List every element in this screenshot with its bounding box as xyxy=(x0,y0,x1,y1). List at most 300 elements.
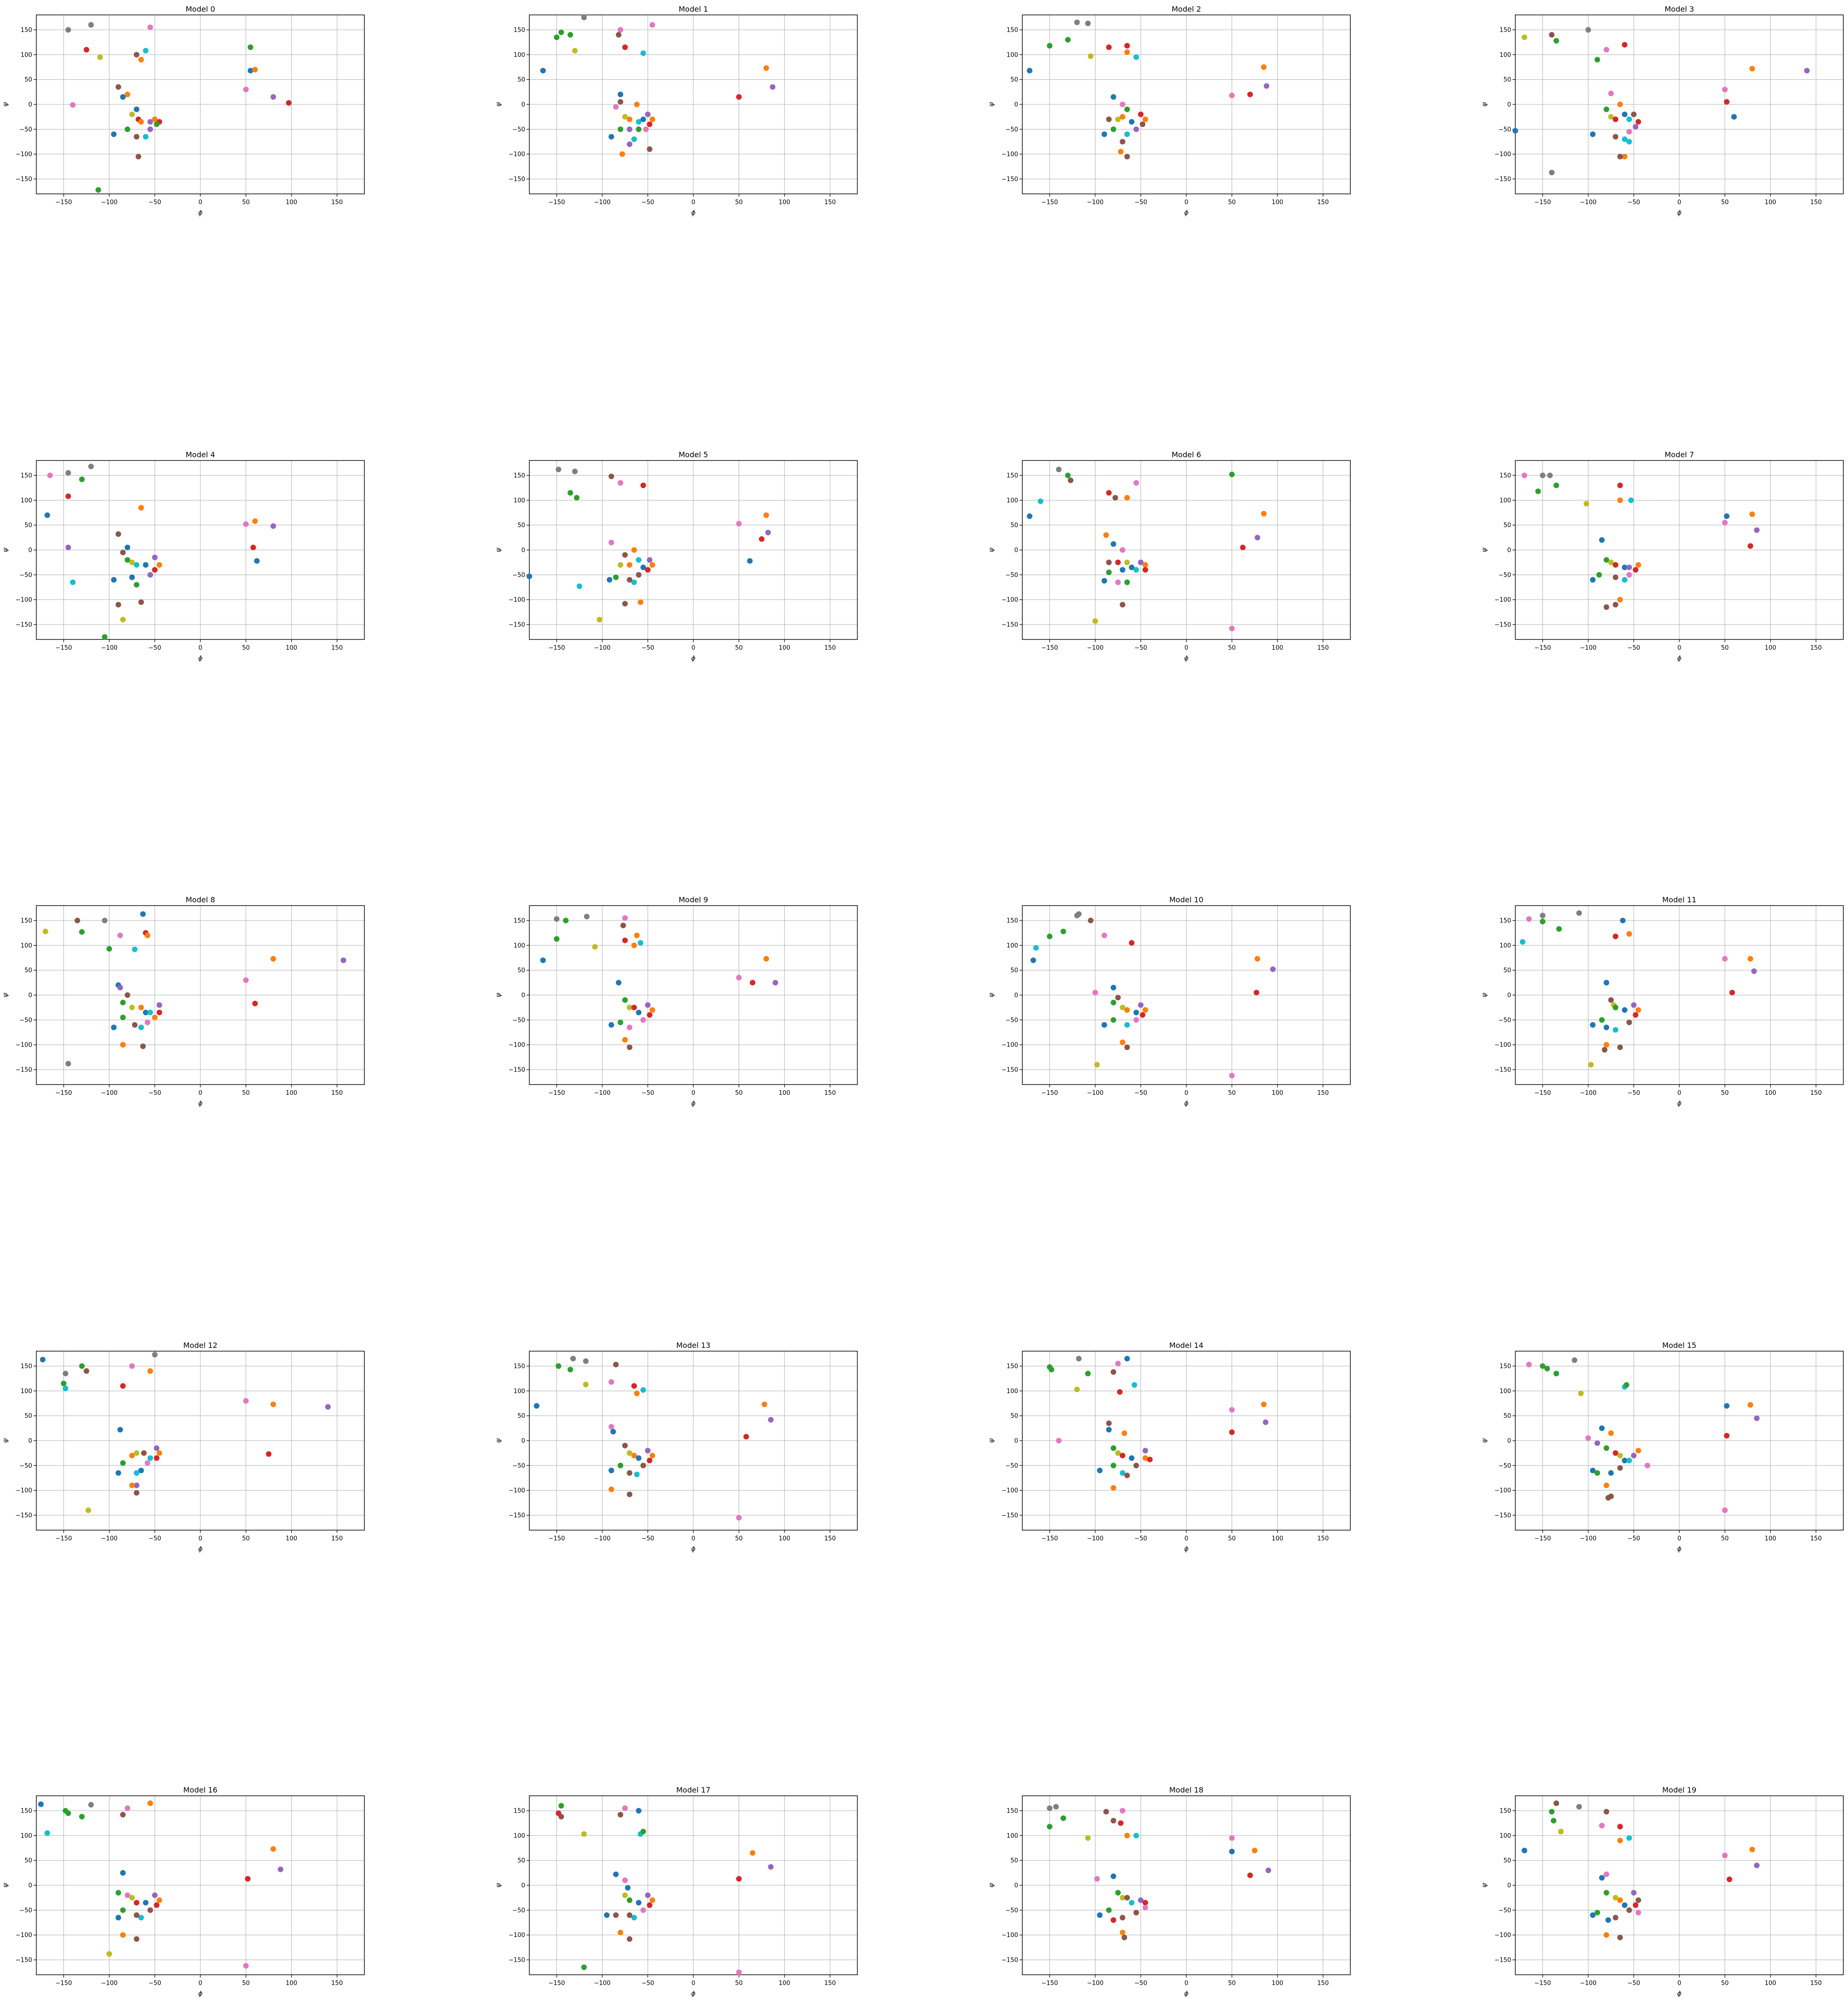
chart-7-point xyxy=(1749,511,1755,517)
chart-1-ytick-label: 0 xyxy=(521,101,525,109)
chart-1-point xyxy=(554,34,560,40)
chart-18-point xyxy=(1053,1804,1059,1809)
chart-2-point xyxy=(1118,149,1123,154)
chart-14-point xyxy=(1143,1448,1148,1453)
chart-11-ytick-label: 150 xyxy=(1499,917,1511,925)
chart-5-point xyxy=(640,482,646,488)
chart-14-ytick-label: −50 xyxy=(1005,1462,1018,1470)
chart-13-ylabel: ψ xyxy=(495,1438,502,1443)
chart-4-ytick-label: 100 xyxy=(21,497,32,504)
chart-0-point xyxy=(143,48,149,54)
chart-12-ytick-label: −50 xyxy=(19,1462,32,1470)
chart-6-point xyxy=(1102,578,1107,584)
chart-19-xtick-label: 150 xyxy=(1810,1980,1822,1987)
chart-17-point xyxy=(604,1912,609,1918)
chart-3-point xyxy=(1595,57,1600,62)
chart-15-ytick-label: 150 xyxy=(1499,1363,1511,1370)
chart-18-point xyxy=(1047,1806,1053,1811)
chart-17-point xyxy=(613,1912,619,1918)
chart-5-xtick-label: 50 xyxy=(735,645,743,652)
chart-14-point xyxy=(1076,1356,1081,1361)
chart-12-point xyxy=(117,1427,123,1433)
chart-8-point xyxy=(102,918,108,923)
chart-6-xtick-label: 0 xyxy=(1184,645,1189,652)
chart-1-point xyxy=(618,27,623,33)
chart-8-point xyxy=(270,956,276,962)
chart-4-point xyxy=(79,477,85,482)
chart-16-point xyxy=(134,1936,139,1942)
chart-19-xtick-label: 50 xyxy=(1721,1980,1729,1987)
chart-16-point xyxy=(245,1876,251,1882)
chart-16-point xyxy=(88,1802,94,1807)
chart-16-xtick-label: 100 xyxy=(286,1980,297,1987)
chart-0-title: Model 0 xyxy=(185,5,215,14)
chart-9-xtick-label: 0 xyxy=(691,1090,696,1097)
chart-2-point xyxy=(1085,21,1091,26)
chart-9-point xyxy=(622,997,628,1003)
chart-5-point xyxy=(568,490,573,495)
chart-6-point xyxy=(1240,545,1246,550)
chart-3-xtick-label: 150 xyxy=(1810,199,1822,206)
chart-14-point xyxy=(1229,1429,1235,1435)
chart-17-point xyxy=(640,1829,646,1834)
chart-5-xtick-label: −150 xyxy=(548,645,565,652)
chart-1-xtick-label: 50 xyxy=(735,199,743,206)
chart-1-point xyxy=(650,117,655,122)
chart-16-ylabel: ψ xyxy=(2,1883,9,1888)
chart-5-point xyxy=(574,495,580,501)
chart-19-point xyxy=(1595,1910,1600,1916)
chart-16-point xyxy=(79,1814,85,1820)
chart-19-xlabel: ϕ xyxy=(1677,1990,1682,1998)
chart-18-point xyxy=(1111,1917,1116,1923)
chart-10-point xyxy=(1111,1000,1116,1005)
chart-15-point xyxy=(1599,1425,1605,1431)
chart-0-xtick-label: 0 xyxy=(198,199,203,206)
chart-9-point xyxy=(631,942,637,948)
chart-2-point xyxy=(1088,54,1094,59)
chart-4-xlabel: ϕ xyxy=(198,655,203,662)
chart-6-point xyxy=(1092,618,1098,624)
chart-13-point xyxy=(622,1443,628,1449)
chart-13-point xyxy=(736,1515,742,1520)
chart-13-point xyxy=(610,1429,616,1435)
chart-14-ylabel: ψ xyxy=(988,1438,995,1443)
chart-8-point xyxy=(152,1015,157,1020)
chart-13-point xyxy=(768,1417,773,1422)
chart-1-point xyxy=(736,94,742,100)
chart-9-ytick-label: 100 xyxy=(513,942,525,949)
chart-17-xtick-label: 150 xyxy=(824,1980,836,1987)
chart-13-point xyxy=(634,1472,640,1477)
chart-7-point xyxy=(1535,488,1541,494)
chart-10-point xyxy=(1129,940,1135,946)
chart-2-title: Model 2 xyxy=(1171,5,1201,14)
chart-6-point xyxy=(1068,478,1074,483)
chart-15-ytick-label: 100 xyxy=(1499,1388,1511,1395)
chart-19-ytick-label: 0 xyxy=(1507,1882,1511,1889)
chart-3-point xyxy=(1631,111,1636,117)
chart-0-xtick-label: 50 xyxy=(242,199,250,206)
chart-5-point xyxy=(747,558,753,563)
chart-15-point xyxy=(1590,1468,1595,1473)
chart-18-point xyxy=(1111,1818,1116,1823)
chart-14-xtick-label: −150 xyxy=(1041,1535,1058,1542)
chart-7-point xyxy=(1636,562,1641,568)
chart-11-xtick-label: 150 xyxy=(1810,1090,1822,1097)
chart-4-point xyxy=(143,562,149,568)
chart-12-xtick-label: 150 xyxy=(331,1535,343,1542)
chart-7-point xyxy=(1626,564,1632,570)
chart-13-point xyxy=(583,1358,589,1364)
chart-11-title: Model 11 xyxy=(1662,895,1697,904)
chart-17-point xyxy=(613,1872,619,1877)
chart-13-xtick-label: −150 xyxy=(548,1535,565,1542)
chart-11-point xyxy=(1617,1044,1623,1050)
chart-11-point xyxy=(1620,918,1626,923)
chart-7-ylabel: ψ xyxy=(1481,548,1488,552)
chart-6-point xyxy=(1133,480,1139,486)
chart-0-point xyxy=(134,107,139,112)
chart-3-point xyxy=(1626,129,1632,135)
chart-15-xtick-label: −100 xyxy=(1580,1535,1597,1542)
chart-1-point xyxy=(622,44,628,50)
chart-0-ytick-label: 100 xyxy=(21,51,32,59)
chart-8-point xyxy=(129,1005,135,1010)
chart-11-xlabel: ϕ xyxy=(1677,1100,1682,1107)
chart-17-point xyxy=(558,1803,564,1808)
chart-17-ytick-label: 50 xyxy=(517,1857,525,1865)
chart-18-xtick-label: 0 xyxy=(1184,1980,1189,1987)
chart-15-point xyxy=(1608,1470,1614,1476)
chart-1-point xyxy=(613,104,619,110)
chart-7-ytick-label: 0 xyxy=(1507,547,1511,554)
chart-12-ytick-label: 150 xyxy=(21,1363,32,1370)
chart-6-point xyxy=(1124,560,1130,565)
chart-19-point xyxy=(1604,1932,1609,1938)
chart-4-point xyxy=(254,558,260,563)
chart-10-point xyxy=(1133,1010,1139,1015)
chart-6-ytick-label: 100 xyxy=(1006,497,1018,504)
chart-19-point xyxy=(1617,1935,1623,1940)
chart-8-point xyxy=(117,985,123,990)
chart-0-point xyxy=(248,44,253,50)
chart-12-point xyxy=(120,1460,126,1466)
chart-6-point xyxy=(1103,532,1109,538)
chart-4-point xyxy=(65,494,71,499)
chart-11-xtick-label: 0 xyxy=(1677,1090,1682,1097)
chart-18-point xyxy=(1252,1848,1258,1853)
chart-15-point xyxy=(1722,1507,1728,1513)
chart-6-point xyxy=(1056,467,1061,472)
chart-8-point xyxy=(140,1044,146,1049)
chart-2-point xyxy=(1120,139,1125,144)
chart-18-point xyxy=(1133,1833,1139,1838)
chart-18-xtick-label: −100 xyxy=(1087,1980,1104,1987)
chart-17-point xyxy=(618,1812,623,1818)
chart-0-ytick-label: 150 xyxy=(21,27,32,34)
chart-11-point xyxy=(1626,931,1632,937)
chart-2-xtick-label: −150 xyxy=(1041,199,1058,206)
chart-8-xtick-label: 50 xyxy=(242,1090,250,1097)
chart-19-point xyxy=(1549,1809,1554,1814)
chart-1-point xyxy=(770,84,775,90)
chart-10-point xyxy=(1124,1022,1130,1028)
chart-17-point xyxy=(622,1877,628,1883)
chart-16-point xyxy=(116,1915,121,1920)
chart-7-ytick-label: −50 xyxy=(1498,571,1511,579)
chart-6-point xyxy=(1106,490,1112,495)
chart-10-xtick-label: −150 xyxy=(1041,1090,1058,1097)
chart-7-point xyxy=(1724,513,1730,519)
chart-17-point xyxy=(650,1897,655,1903)
chart-9-point xyxy=(634,933,640,938)
chart-11-point xyxy=(1588,1062,1594,1067)
chart-16-point xyxy=(129,1895,135,1901)
chart-1-xtick-label: −100 xyxy=(594,199,611,206)
chart-7-point xyxy=(1554,482,1559,488)
chart-8-point xyxy=(252,1001,258,1006)
chart-2-point xyxy=(1143,117,1148,122)
chart-11-ytick-label: 100 xyxy=(1499,942,1511,949)
chart-13-xtick-label: −50 xyxy=(641,1535,654,1542)
chart-19-point xyxy=(1576,1804,1582,1809)
chart-16-point xyxy=(134,1900,139,1905)
chart-8-point xyxy=(79,929,85,935)
chart-3-xtick-label: −150 xyxy=(1534,199,1551,206)
chart-1-point xyxy=(627,117,632,122)
chart-17-point xyxy=(618,1930,623,1935)
chart-7-point xyxy=(1613,575,1618,580)
chart-16-point xyxy=(120,1932,126,1938)
chart-6-point xyxy=(1115,560,1121,565)
chart-10-xlabel: ϕ xyxy=(1184,1100,1189,1107)
chart-17-xtick-label: 50 xyxy=(735,1980,743,1987)
chart-1-xtick-label: 0 xyxy=(691,199,696,206)
chart-6-xtick-label: −100 xyxy=(1087,645,1104,652)
chart-18-title: Model 18 xyxy=(1169,1786,1204,1794)
chart-4-point xyxy=(138,599,144,605)
chart-16-point xyxy=(270,1846,276,1852)
chart-8-point xyxy=(120,1000,126,1005)
chart-5-ylabel: ψ xyxy=(495,548,502,552)
chart-10-xtick-label: 100 xyxy=(1272,1090,1283,1097)
chart-5-ytick-label: 150 xyxy=(513,472,525,480)
chart-5-point xyxy=(607,577,612,583)
chart-6-point xyxy=(1027,513,1033,519)
chart-9-point xyxy=(638,940,643,946)
chart-13-point xyxy=(634,1391,640,1396)
chart-10-ylabel: ψ xyxy=(988,993,995,997)
chart-13-ytick-label: −100 xyxy=(508,1487,525,1495)
chart-11-point xyxy=(1602,1047,1608,1052)
chart-7-point xyxy=(1622,577,1628,583)
chart-19-point xyxy=(1617,1838,1623,1843)
chart-4-point xyxy=(138,505,144,510)
chart-4-xtick-label: −50 xyxy=(148,645,161,652)
chart-8-title: Model 8 xyxy=(185,895,215,904)
chart-12-title: Model 12 xyxy=(183,1341,218,1350)
chart-12-point xyxy=(145,1460,151,1466)
chart-4-ytick-label: −100 xyxy=(15,597,32,604)
chart-17-point xyxy=(622,1806,628,1811)
chart-2-point xyxy=(1027,68,1033,73)
chart-16-ytick-label: 0 xyxy=(28,1882,32,1889)
chart-10-point xyxy=(1229,1073,1235,1078)
chart-16-point xyxy=(157,1897,162,1903)
chart-19-ytick-label: 50 xyxy=(1503,1857,1511,1865)
chart-14-xtick-label: 100 xyxy=(1272,1535,1283,1542)
chart-2-point xyxy=(1133,55,1139,60)
chart-15-point xyxy=(1604,1483,1609,1488)
chart-13-ytick-label: 150 xyxy=(513,1363,525,1370)
chart-6-point xyxy=(1133,567,1139,573)
chart-1-point xyxy=(627,141,632,147)
chart-1-point xyxy=(616,32,622,38)
chart-8-point xyxy=(132,947,137,952)
chart-6-point xyxy=(1106,570,1112,575)
chart-14-point xyxy=(1117,1389,1122,1394)
chart-10-point xyxy=(1255,956,1260,962)
chart-13-point xyxy=(556,1363,561,1369)
chart-18-xtick-label: −50 xyxy=(1134,1980,1147,1987)
chart-15-point xyxy=(1608,1430,1614,1436)
chart-16-point xyxy=(125,1806,130,1811)
chart-5-xtick-label: 100 xyxy=(779,645,790,652)
chart-14-point xyxy=(1147,1457,1153,1463)
chart-7-xtick-label: 50 xyxy=(1721,645,1729,652)
chart-5-ytick-label: −100 xyxy=(508,597,525,604)
chart-7-point xyxy=(1617,597,1623,603)
chart-5-point xyxy=(631,547,637,553)
chart-4-point xyxy=(270,523,276,529)
chart-19-ytick-label: −100 xyxy=(1494,1932,1511,1939)
chart-1-ytick-label: −50 xyxy=(512,126,525,133)
chart-9-point xyxy=(627,1044,632,1050)
chart-11-point xyxy=(1626,1020,1632,1025)
chart-1-point xyxy=(581,14,587,20)
chart-18-point xyxy=(1120,1808,1125,1814)
chart-7-point xyxy=(1628,497,1634,503)
chart-18-point xyxy=(1085,1835,1091,1841)
chart-7-xtick-label: −50 xyxy=(1627,645,1640,652)
chart-5-ytick-label: 0 xyxy=(521,547,525,554)
chart-6-point xyxy=(1261,511,1266,516)
chart-5-point xyxy=(572,468,578,474)
chart-2-point xyxy=(1261,64,1266,70)
chart-5-point xyxy=(527,574,532,579)
chart-1-point xyxy=(572,48,578,54)
chart-12-ytick-label: −100 xyxy=(15,1487,32,1495)
chart-9-point xyxy=(647,1012,652,1018)
chart-18-point xyxy=(1229,1835,1235,1841)
chart-6-point xyxy=(1229,626,1235,632)
chart-3-ylabel: ψ xyxy=(1481,102,1488,107)
chart-2-point xyxy=(1124,43,1130,48)
chart-4-point xyxy=(152,555,157,560)
chart-0-ytick-label: −150 xyxy=(15,176,32,183)
chart-13-point xyxy=(743,1434,749,1439)
chart-0-xtick-label: −150 xyxy=(55,199,72,206)
chart-17-xtick-label: −50 xyxy=(641,1980,654,1987)
chart-4-ytick-label: 0 xyxy=(28,547,32,554)
chart-2-point xyxy=(1133,126,1139,132)
chart-14-ytick-label: 0 xyxy=(1014,1437,1018,1445)
chart-16-xtick-label: −50 xyxy=(148,1980,161,1987)
chart-1-xtick-label: 100 xyxy=(779,199,790,206)
chart-18-point xyxy=(1124,1895,1130,1901)
chart-8-point xyxy=(125,992,130,998)
chart-14-point xyxy=(1074,1387,1080,1392)
chart-8-point xyxy=(138,1005,144,1010)
chart-17-ytick-label: 150 xyxy=(513,1807,525,1815)
chart-9-point xyxy=(554,936,560,941)
chart-12-xtick-label: −50 xyxy=(148,1535,161,1542)
chart-6-point xyxy=(1120,602,1125,607)
chart-12-point xyxy=(266,1451,272,1457)
chart-5-xlabel: ϕ xyxy=(691,655,696,662)
chart-11-point xyxy=(1608,997,1614,1003)
chart-14-title: Model 14 xyxy=(1169,1341,1204,1350)
chart-15-xlabel: ϕ xyxy=(1677,1546,1682,1553)
chart-5-xtick-label: −50 xyxy=(641,645,654,652)
chart-7-xtick-label: 100 xyxy=(1765,645,1776,652)
chart-2-point xyxy=(1129,119,1135,124)
chart-18-point xyxy=(1266,1868,1271,1873)
chart-3-point xyxy=(1549,32,1554,38)
chart-18-point xyxy=(1120,1915,1125,1920)
chart-0-point xyxy=(97,55,103,60)
chart-4-xtick-label: −100 xyxy=(101,645,118,652)
chart-10-point xyxy=(1102,933,1107,938)
chart-2-xtick-label: −100 xyxy=(1087,199,1104,206)
chart-12-xtick-label: 50 xyxy=(242,1535,250,1542)
chart-3-point xyxy=(1522,34,1527,40)
chart-9-point xyxy=(620,923,626,928)
chart-19-point xyxy=(1558,1829,1564,1834)
chart-7-point xyxy=(1613,562,1618,568)
chart-18-point xyxy=(1129,1900,1135,1905)
chart-6-xtick-label: 50 xyxy=(1228,645,1236,652)
chart-19-point xyxy=(1631,1890,1636,1896)
chart-13-point xyxy=(627,1491,632,1497)
chart-9-point xyxy=(584,914,589,919)
chart-5-ytick-label: −150 xyxy=(508,621,525,629)
chart-10-point xyxy=(1102,1022,1107,1028)
chart-8-ytick-label: 100 xyxy=(21,942,32,949)
chart-1-point xyxy=(643,126,649,132)
chart-14-point xyxy=(1129,1455,1135,1461)
chart-17-title: Model 17 xyxy=(676,1786,711,1794)
chart-11-xtick-label: −100 xyxy=(1580,1090,1597,1097)
chart-14-point xyxy=(1106,1427,1112,1433)
chart-16-ytick-label: 150 xyxy=(21,1807,32,1815)
chart-5-point xyxy=(636,572,642,577)
chart-18-point xyxy=(1143,1900,1148,1905)
chart-6-xtick-label: 150 xyxy=(1317,645,1329,652)
chart-2-point xyxy=(1124,49,1130,55)
chart-3-point xyxy=(1604,107,1609,112)
chart-11-point xyxy=(1604,980,1609,985)
chart-13-xtick-label: 100 xyxy=(779,1535,790,1542)
chart-15-point xyxy=(1724,1433,1730,1438)
chart-11-ytick-label: −100 xyxy=(1494,1042,1511,1049)
chart-3-point xyxy=(1636,119,1641,124)
chart-2-xtick-label: 50 xyxy=(1228,199,1236,206)
chart-4-xtick-label: −150 xyxy=(55,645,72,652)
chart-16-point xyxy=(120,1870,126,1875)
chart-3-xtick-label: 0 xyxy=(1677,199,1682,206)
